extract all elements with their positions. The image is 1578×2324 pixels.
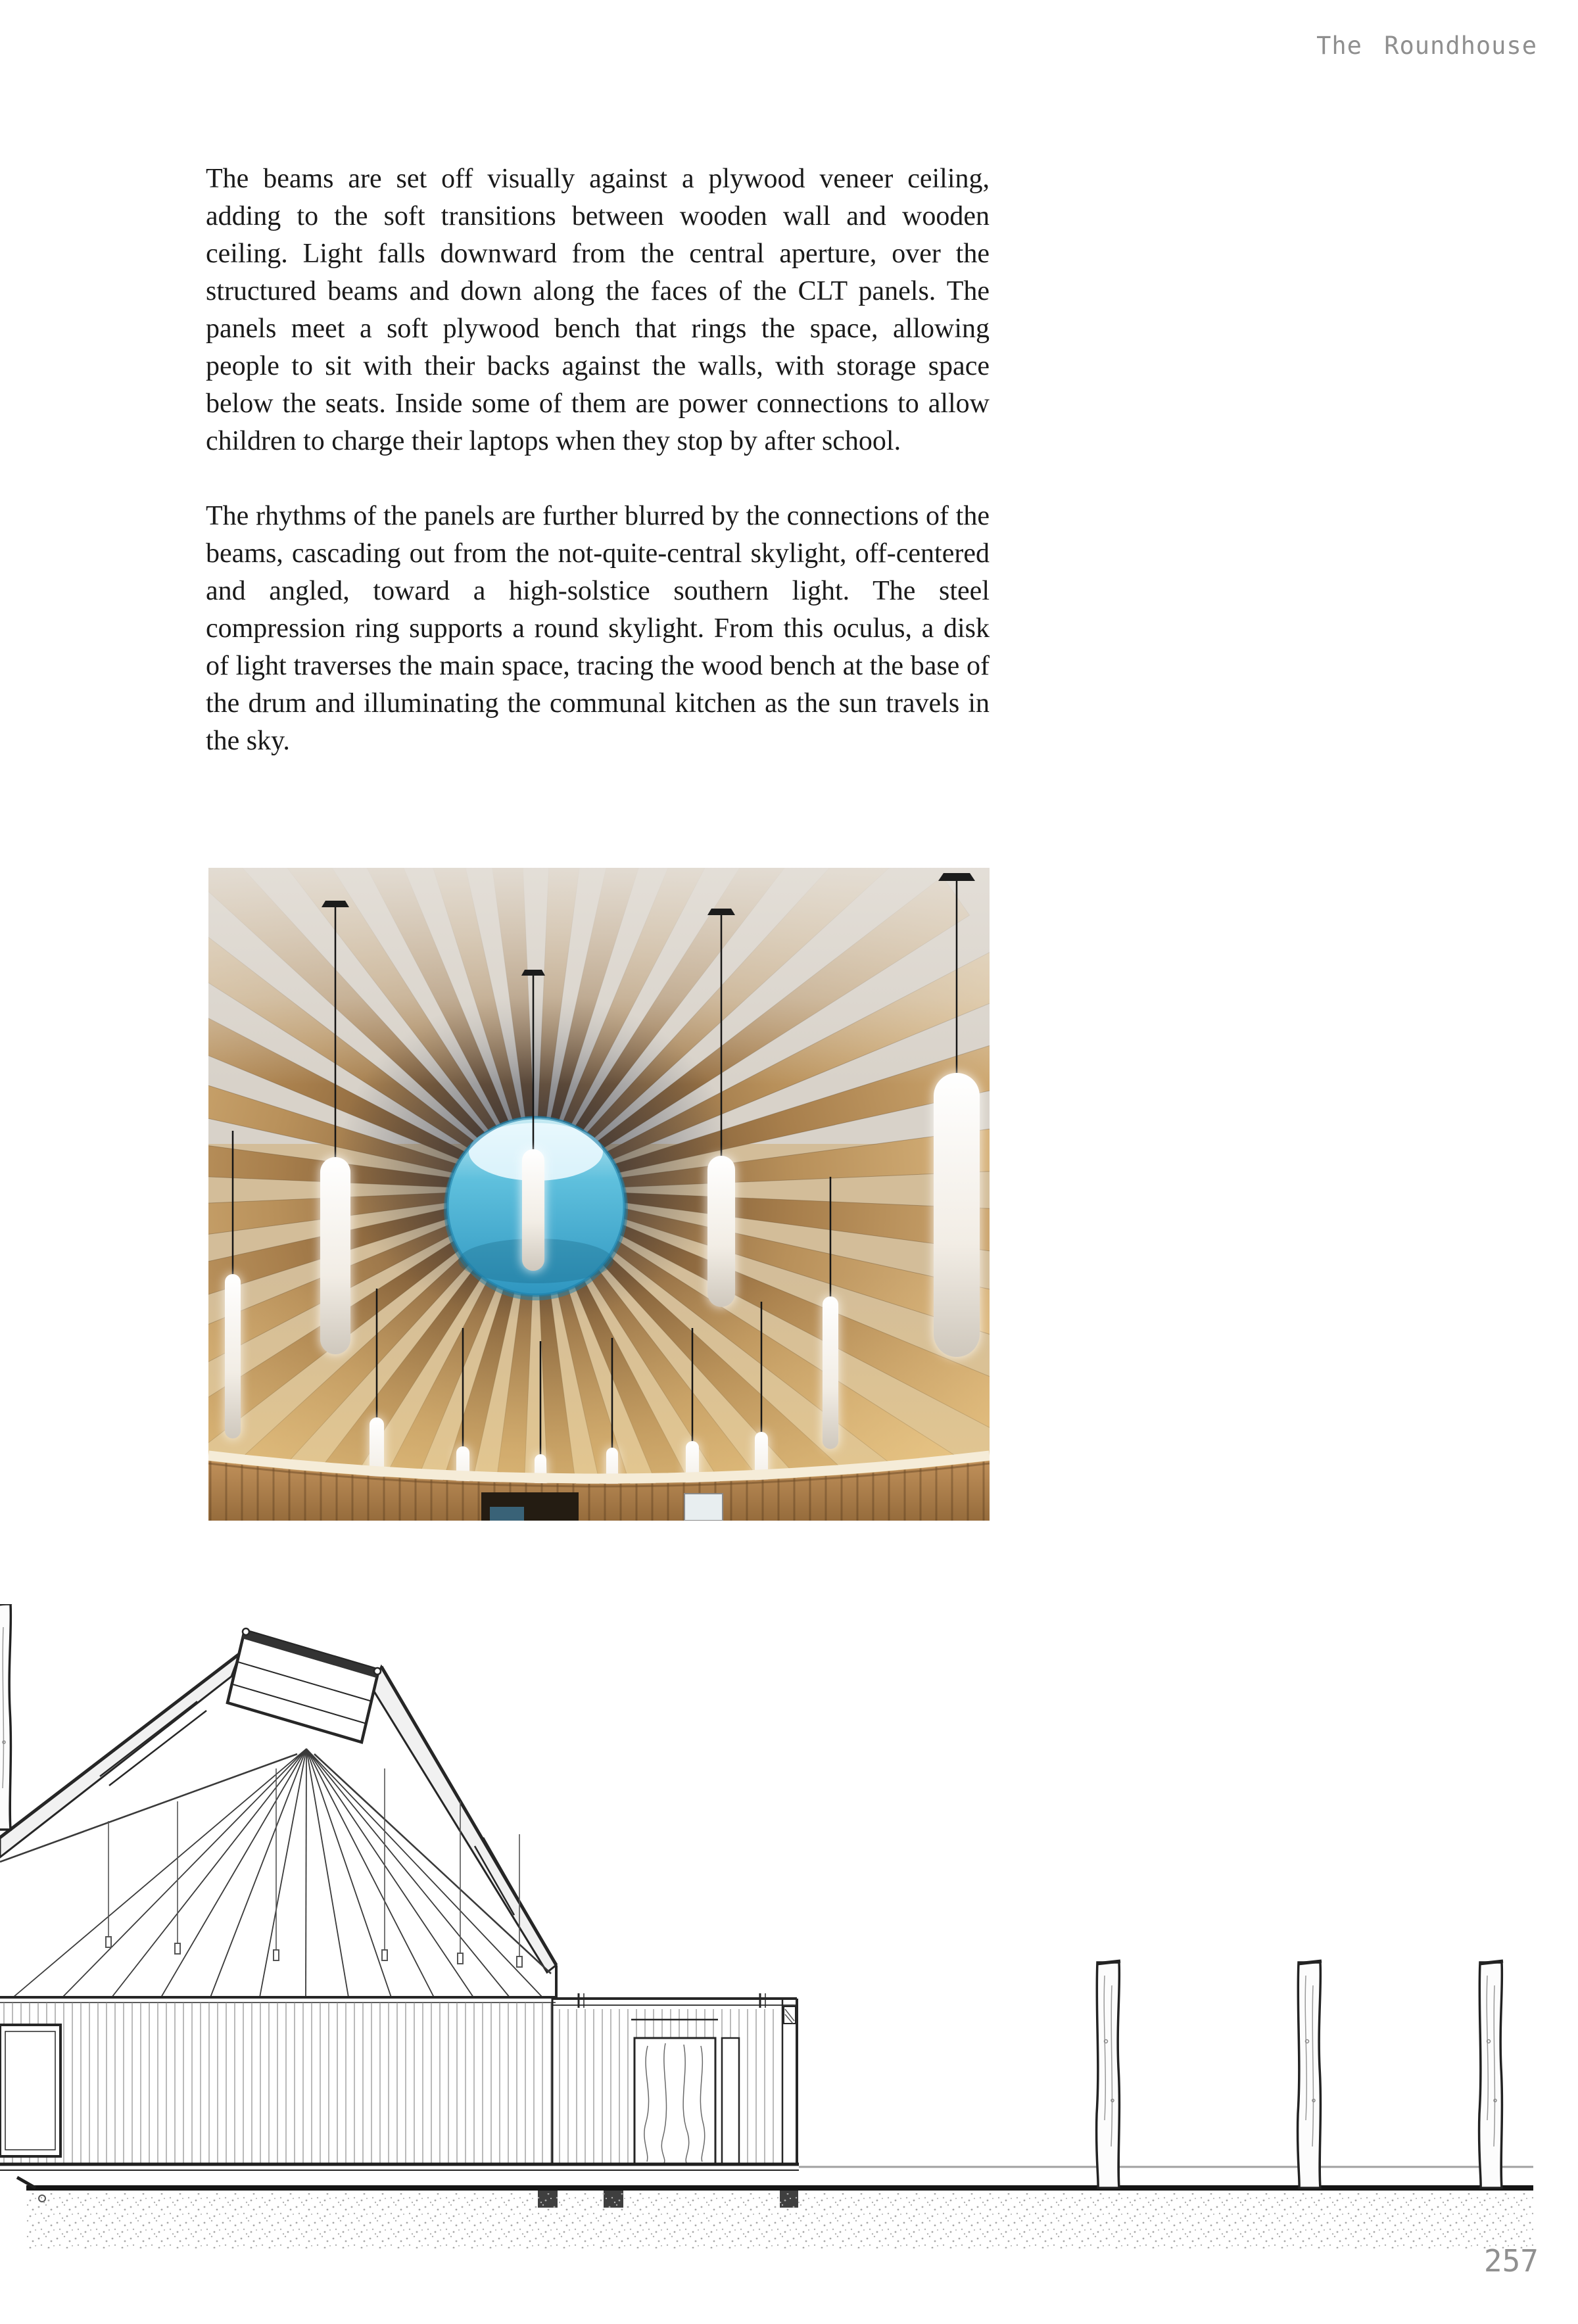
annex-door bbox=[634, 2038, 715, 2164]
section-drawing bbox=[0, 1604, 1578, 2324]
body-text-column bbox=[206, 160, 990, 797]
page-number: 257 bbox=[1483, 2243, 1539, 2279]
wall-window bbox=[684, 1494, 723, 1521]
running-header: The Roundhouse bbox=[1316, 32, 1537, 60]
paragraph-2: The rhythms of the panels are further blurred by the connections of the beams, cascading out from the not-quite-central skylight, off-centered and angled, toward a high-solstice southern light. The steel compression ring supports a round skylight. From this oculus, a disk of light traverses the main space, tracing the wood bench at the base of the drum and illuminating the communal kitchen as the sun travels in the sky. bbox=[206, 501, 990, 756]
roundhouse-ceiling-photo bbox=[208, 868, 990, 1521]
earth-stipple bbox=[26, 2193, 1533, 2248]
skylight-monitor bbox=[227, 1628, 381, 1742]
roundhouse-section bbox=[0, 1628, 556, 2164]
annex-section bbox=[552, 1966, 797, 2164]
section-drawing-svg bbox=[0, 1604, 1578, 2324]
ceiling-photo-svg bbox=[208, 868, 990, 1521]
section-window bbox=[0, 2025, 60, 2156]
paragraph-1: The beams are set off visually against a plywood veneer ceiling, adding to the soft transitions between wooden wall and wooden ceiling. Light falls downward from the central aperture, over the structured beams and down along the faces of the CLT panels. The panels meet a soft plywood bench that rings the space, allowing people to sit with their backs against the walls, with storage space below the seats. Inside some of them are power connections to allow children to charge their laptops when they stop by after school. bbox=[206, 164, 990, 456]
